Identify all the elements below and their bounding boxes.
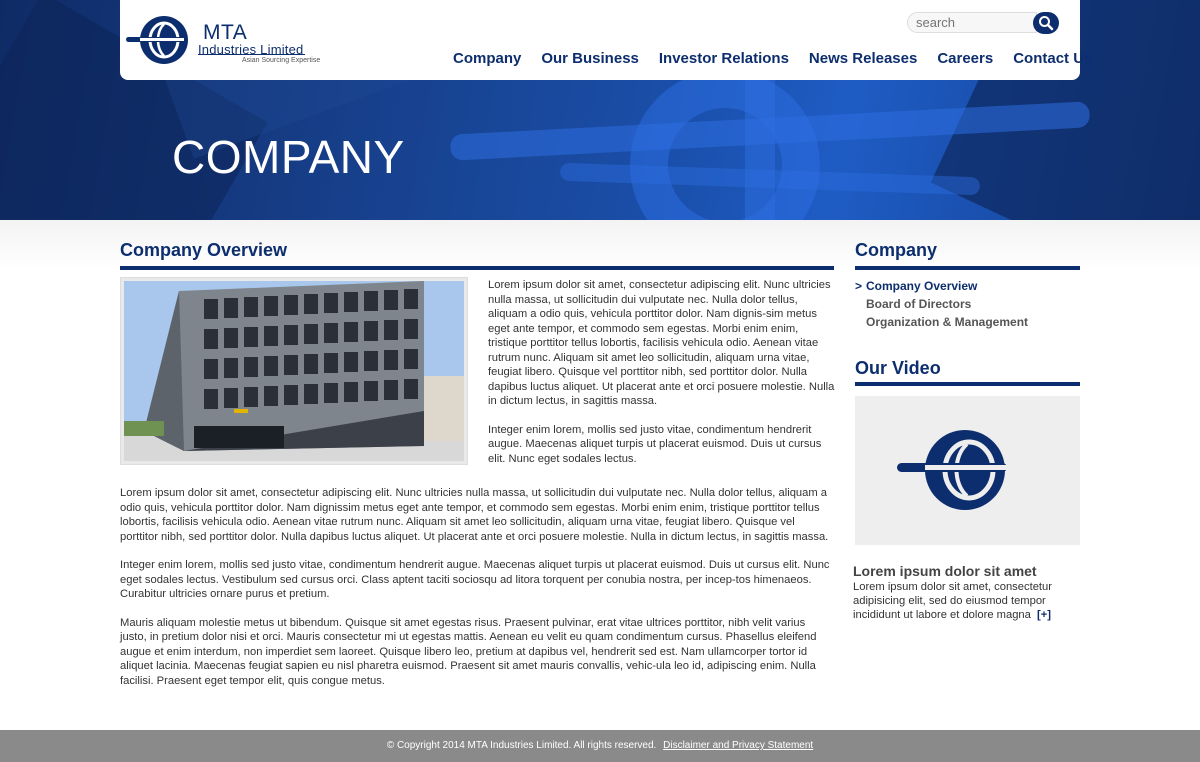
sidebar-item-organization-management[interactable]: Organization & Management	[866, 315, 1029, 329]
section-title: Company Overview	[120, 240, 288, 260]
sidebar	[853, 240, 1080, 621]
site-header	[120, 0, 1093, 80]
sidebar-item-board-of-directors[interactable]: Board of Directors	[866, 297, 972, 311]
logo-mark-icon	[897, 426, 1017, 516]
video-description	[853, 580, 1078, 622]
search-icon	[1038, 15, 1054, 31]
main-content	[120, 240, 835, 687]
video-divider	[855, 382, 1080, 386]
logo-mark-icon	[126, 14, 190, 66]
paragraph: Lorem ipsum dolor sit amet, consectetur adipiscing elit. Nunc ultricies nulla massa, ut sollicitudin dui vulputate nec. Nulla dolor tellus, aliquam a odio quis, vehicula porttitor dolor. Nam dignis-sim metus eget ante tempor, et commodo sem egestas. Morbi enim enim, tristique porttitor tellus lobortis, facilisis vehicula odio. Aenean vitae rutrum nunc. Aliquam sit amet leo sollicitudin, aliquam urna vitae, feugiat libero. Quisque vel porttitor nibh, sed porttitor dolor. Nulla dapibus luctus aliquet. Ut placerat ante et orci posuere molestie. Nulla in dictum lectus, in sagittis massa.	[488, 279, 835, 407]
site-logo[interactable]	[126, 14, 341, 69]
nav-news-releases[interactable]: News Releases	[808, 50, 918, 67]
logo-name: MTA	[203, 21, 248, 44]
logo-subtitle: Industries Limited	[198, 42, 304, 57]
body-text	[120, 486, 834, 702]
video-description-text: Lorem ipsum dolor sit amet, consectetur adipisicing elit, sed do eiusmod tempor incididunt ut labore et dolore magna	[853, 581, 1052, 621]
video-heading: Lorem ipsum dolor sit amet	[853, 563, 1037, 579]
building-illustration	[124, 281, 464, 461]
hero-brush-stroke	[745, 80, 775, 220]
video-section-title: Our Video	[855, 358, 941, 378]
logo-tagline: Asian Sourcing Expertise	[242, 57, 321, 64]
copyright-text: © Copyright 2014 MTA Industries Limited. All rights reserved.	[386, 740, 657, 751]
search-button[interactable]	[1033, 12, 1059, 34]
disclaimer-link[interactable]: Disclaimer and Privacy Statement	[663, 740, 814, 751]
search-box	[907, 12, 1059, 34]
paragraph: Mauris aliquam molestie metus ut bibendum. Quisque sit amet egestas risus. Praesent pulvinar, erat vitae ultrices porttitor, nibh velit varius justo, in pretium dolor nisi et orci. Mauris consectetur mi ut egestas mattis. Aenean eu velit eu quam condimentum cursus. Phasellus eleifend augue et enim interdum, non imperdiet sem laoreet. Quisque libero leo, pretium at dapibus vel, hendrerit sed est. Nam ullamcorper tortor id aliquet lacinia. Maecenas feugiat sapien eu nisl pharetra euismod. Praesent sit amet mauris convallis, vehic-ula leo id, adipiscing enim. Nulla facilisi. Praesent eget tempor elit, quis congue metus.	[120, 616, 817, 687]
nav-company[interactable]: Company	[453, 50, 522, 67]
sidebar-divider	[855, 266, 1080, 270]
sidebar-title: Company	[855, 240, 938, 260]
paragraph: Integer enim lorem, mollis sed justo vitae, condimentum hendrerit augue. Maecenas aliquet turpis ut placerat euismod. Duis ut cursus elit. Nunc eget sodales lectus. Vestibulum sed cursus orci. Class aptent taciti sociosqu ad litora torquent per conubia nostra, per incep-tos himenaeos. Curabitur ultricies ornare purus et pretium.	[120, 559, 830, 600]
nav-our-business[interactable]: Our Business	[541, 50, 639, 67]
page-title: COMPANY	[172, 131, 405, 183]
section-divider	[120, 266, 834, 270]
intro-text	[488, 278, 836, 480]
nav-contact-us[interactable]: Contact Us	[1013, 50, 1093, 67]
sidebar-item-company-overview[interactable]: > Company Overview	[855, 279, 1080, 297]
sidebar-menu	[855, 279, 1080, 333]
main-nav	[453, 50, 1092, 67]
nav-careers[interactable]: Careers	[937, 50, 994, 67]
search-input[interactable]	[907, 12, 1037, 33]
read-more-link[interactable]: [+]	[1036, 609, 1051, 621]
paragraph: Lorem ipsum dolor sit amet, consectetur adipiscing elit. Nunc ultricies nulla massa, ut sollicitudin dui vulputate nec. Nulla dolor tellus, aliquam a odio quis, vehicula porttitor dolor. Nam dignissim metus eget ante tempor, et commodo sem egestas. Morbi enim enim, tristique porttitor tellus lobortis, facilisis vehicula odio. Aenean vitae rutrum nunc. Aliquam sit amet leo sollicitudin, aliquam urna vitae, feugiat libero. Quisque vel porttitor nibh, sed porttitor dolor. Nulla dapibus luctus aliquet. Ut placerat ante et orci posuere molestie. Nulla in dictum lectus, in sagittis massa.	[120, 487, 829, 543]
paragraph: Integer enim lorem, mollis sed justo vitae, condimentum hendrerit augue. Maecenas aliquet turpis ut placerat euismod. Duis ut cursus elit. Nunc eget sodales lectus.	[488, 423, 822, 465]
building-photo	[120, 277, 468, 465]
video-thumbnail[interactable]	[855, 396, 1080, 545]
site-footer	[0, 730, 1200, 762]
nav-investor-relations[interactable]: Investor Relations	[658, 50, 789, 67]
